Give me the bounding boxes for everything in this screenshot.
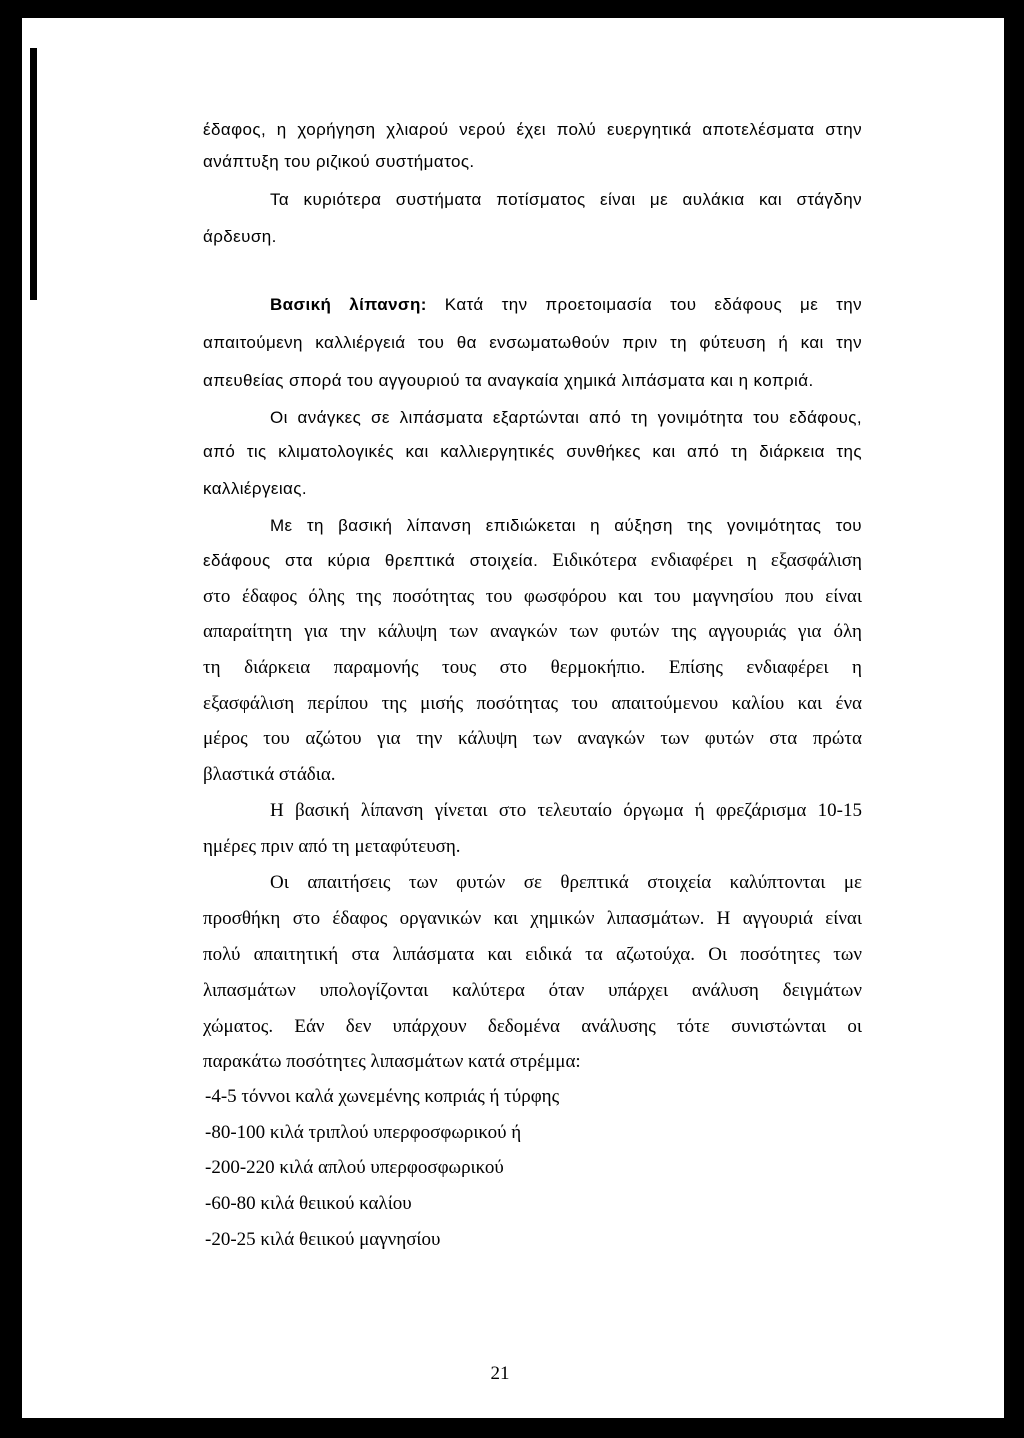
paragraph-line: Η βασική λίπανση γίνεται στο τελευταίο όργωμα ή φρεζάρισμα 10-15 bbox=[270, 800, 862, 821]
paragraph-line: τη διάρκεια παραμονής τους στο θερμοκήπιο. Επίσης ενδιαφέρει η bbox=[203, 657, 862, 678]
paragraph-line: απευθείας σπορά του αγγουριού τα αναγκαία χημικά λιπάσματα και η κοπριά. bbox=[203, 371, 814, 390]
list-item: -4-5 τόννοι καλά χωνεμένης κοπριάς ή τύρφης bbox=[205, 1086, 560, 1107]
paragraph-line-text: εδάφους στα κύρια θρεπτικά στοιχεία. bbox=[203, 551, 539, 570]
paragraph-line: Τα κυριότερα συστήματα ποτίσματος είναι με αυλάκια και στάγδην bbox=[270, 190, 862, 209]
paragraph-line-text: Κατά την προετοιμασία του εδάφους με την bbox=[444, 295, 863, 314]
paragraph-line: άρδευση. bbox=[203, 227, 277, 246]
paragraph-line: απαραίτητη για την κάλυψη των αναγκών των φυτών της αγγουριάς για όλη bbox=[203, 621, 862, 642]
paragraph-line: στο έδαφος όλης της ποσότητας του φωσφόρου και του μαγνησίου που είναι bbox=[203, 586, 862, 607]
list-item: -80-100 κιλά τριπλού υπερφοσφωρικού ή bbox=[205, 1122, 522, 1143]
paragraph-line: λιπασμάτων υπολογίζονται καλύτερα όταν υπάρχει ανάλυση δειγμάτων bbox=[203, 980, 862, 1001]
paragraph-line: πολύ απαιτητική στα λιπάσματα και ειδικά τα αζωτούχα. Οι ποσότητες των bbox=[203, 944, 862, 965]
paragraph-line: καλλιέργειας. bbox=[203, 479, 307, 498]
paragraph-line: μέρος του αζώτου για την κάλυψη των αναγκών των φυτών στα πρώτα bbox=[203, 728, 862, 749]
paragraph-line: ημέρες πριν από τη μεταφύτευση. bbox=[203, 836, 461, 857]
paragraph-line: από τις κλιματολογικές και καλλιεργητικές συνθήκες και από τη διάρκεια της bbox=[203, 442, 862, 461]
paragraph-line: Οι ανάγκες σε λιπάσματα εξαρτώνται από τη γονιμότητα του εδάφους, bbox=[270, 408, 862, 427]
list-item: -20-25 κιλά θειικού μαγνησίου bbox=[205, 1229, 441, 1250]
paragraph-line: βλαστικά στάδια. bbox=[203, 764, 336, 785]
page-number: 21 bbox=[490, 1363, 510, 1384]
section-heading: Βασική λίπανση: bbox=[270, 295, 427, 314]
list-item: -200-220 κιλά απλού υπερφοσφωρικού bbox=[205, 1157, 504, 1178]
paragraph-line: Οι απαιτήσεις των φυτών σε θρεπτικά στοιχεία καλύπτονται με bbox=[270, 872, 862, 893]
paragraph-line: εξασφάλιση περίπου της μισής ποσότητας του απαιτούμενου καλίου και ένα bbox=[203, 693, 862, 714]
paragraph-line: χώματος. Εάν δεν υπάρχουν δεδομένα ανάλυσης τότε συνιστώνται οι bbox=[203, 1016, 862, 1037]
paragraph-line bbox=[203, 549, 862, 573]
paragraph-line: παρακάτω ποσότητες λιπασμάτων κατά στρέμμα: bbox=[203, 1051, 581, 1072]
paragraph-line bbox=[270, 294, 862, 316]
paragraph-line: Με τη βασική λίπανση επιδιώκεται η αύξηση της γονιμότητας του bbox=[270, 516, 862, 535]
paragraph-line: ανάπτυξη του ριζικού συστήματος. bbox=[203, 152, 475, 171]
paragraph-line: έδαφος, η χορήγηση χλιαρού νερού έχει πολύ ευεργητικά αποτελέσματα στην bbox=[203, 120, 862, 139]
list-item: -60-80 κιλά θειικού καλίου bbox=[205, 1193, 412, 1214]
paragraph-line: προσθήκη στο έδαφος οργανικών και χημικών λιπασμάτων. Η αγγουριά είναι bbox=[203, 908, 862, 929]
paragraph-line-text: Ειδικότερα ενδιαφέρει η εξασφάλιση bbox=[552, 550, 862, 571]
paragraph-line: απαιτούμενη καλλιέργειά του θα ενσωματωθούν πριν τη φύτευση ή και την bbox=[203, 333, 862, 352]
